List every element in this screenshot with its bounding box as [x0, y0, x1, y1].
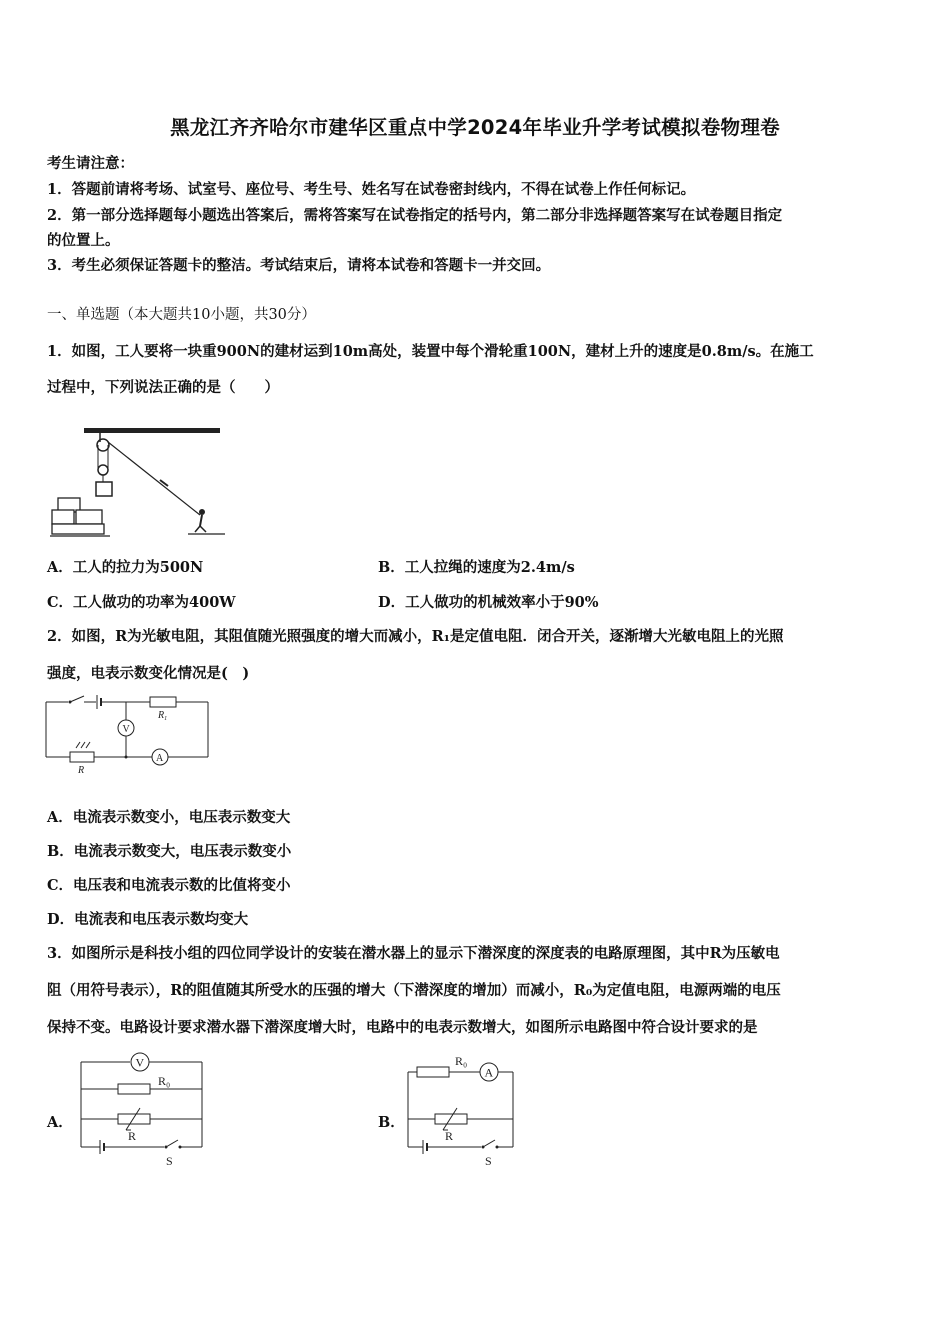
q3b-r-label: R [445, 1129, 454, 1143]
q2-ammeter-label: A [156, 753, 164, 764]
q3a-r-label: R [128, 1129, 137, 1143]
svg-text:R1 [157, 710, 167, 722]
q2-stem-line-2: 强度，电表示数变化情况是( ) [47, 665, 250, 682]
page-title: 黑龙江齐齐哈尔市建华区重点中学2024年毕业升学考试模拟卷物理卷 [170, 116, 780, 139]
q3b-s-label: S [485, 1154, 492, 1168]
q2-option-b[interactable]: B．电流表示数变大，电压表示数变小 [47, 843, 292, 860]
section-heading: 一、单选题（本大题共10小题，共30分） [47, 307, 316, 323]
q1-option-a[interactable]: A．工人的拉力为500N [47, 559, 204, 576]
q3a-s-label: S [166, 1154, 173, 1168]
q3-stem-line-1: 3．如图所示是科技小组的四位同学设计的安装在潜水器上的显示下潜深度的深度表的电路原理图，其中R为压敏电 [47, 945, 780, 962]
q1-stem-line-2: 过程中，下列说法正确的是（ ） [47, 379, 279, 396]
notice-heading: 考生请注意： [47, 155, 134, 172]
q2-option-d[interactable]: D．电流表和电压表示数均变大 [47, 911, 249, 928]
q3-circuit-b [405, 1052, 530, 1172]
q2-voltmeter-label: V [122, 724, 130, 735]
notice-item-1: 1．答题前请将考场、试室号、座位号、考生号、姓名写在试卷密封线内，不得在试卷上作任何标记。 [47, 181, 696, 198]
q3-circuit-a [78, 1052, 208, 1172]
q3b-r0-label: R₀ [455, 1054, 468, 1068]
q3-stem-line-3: 保持不变。电路设计要求潜水器下潜深度增大时，电路中的电表示数增大，如图所示电路图中符合设计要求的是 [47, 1019, 758, 1036]
q3b-meter-label: A [484, 1065, 494, 1080]
q3-option-b[interactable]: B． [378, 1114, 405, 1131]
q2-r1-subscript: 1 [164, 716, 168, 722]
q1-option-c[interactable]: C．工人做功的功率为400W [47, 594, 236, 611]
notice-item-3: 3．考生必须保证答题卡的整洁。考试结束后，请将本试卷和答题卡一并交回。 [47, 257, 551, 274]
q2-option-a[interactable]: A．电流表示数变小，电压表示数变大 [47, 809, 291, 826]
q2-circuit-figure [44, 690, 224, 780]
q3-stem-line-2: 阻（用符号表示），R的阻值随其所受水的压强的增大（下潜深度的增加）而减小，R₀为定值电阻，电源两端的电压 [47, 982, 781, 999]
notice-item-2: 2．第一部分选择题每小题选出答案后，需将答案写在试卷指定的括号内，第二部分非选择题答案写在试卷题目指定 [47, 207, 783, 224]
q1-stem-line-1: 1．如图，工人要将一块重900N的建材运到10m高处，装置中每个滑轮重100N，建材上升的速度是0.8m/s。在施工 [47, 343, 814, 360]
q3-option-a[interactable]: A． [47, 1114, 73, 1131]
q2-r-label: R [78, 765, 85, 776]
q2-option-c[interactable]: C．电压表和电流表示数的比值将变小 [47, 877, 291, 894]
q1-option-b[interactable]: B．工人拉绳的速度为2.4m/s [378, 559, 575, 576]
notice-item-2-cont: 的位置上。 [47, 232, 120, 249]
q3a-meter-label: V [135, 1055, 145, 1070]
q3a-r0-label: R₀ [158, 1074, 171, 1088]
q1-option-d[interactable]: D．工人做功的机械效率小于90% [378, 594, 599, 611]
q2-r1-label: R [158, 710, 165, 721]
q2-stem-line-1: 2．如图，R为光敏电阻，其阻值随光照强度的增大而减小，R₁是定值电阻．闭合开关，逐渐增大光敏电阻上的光照 [47, 628, 784, 645]
q1-pulley-figure [50, 420, 230, 540]
